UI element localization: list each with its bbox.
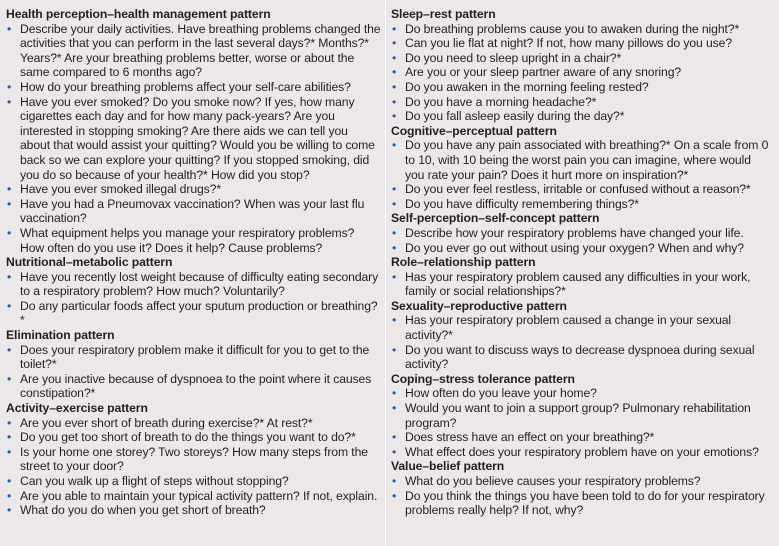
item-text: Describe how your respiratory problems have changed your life. <box>405 225 744 240</box>
list-item <box>6 474 385 489</box>
item-text: Have you ever smoked? Do you smoke now? If yes, how many cigarettes each day and for how many pack-years? Are you interested in stopping smoking? Are there aids we can tell you about that would assist your quitting? Would you be willing to come back so we can explore your quitting? If you stopped smoking, did you do so because of your health?* How did you stop? <box>20 94 375 182</box>
list-item <box>6 197 385 226</box>
section-heading: Value–belief pattern <box>391 459 505 474</box>
item-text: Do you ever feel restless, irritable or confused without a reason?* <box>405 182 751 197</box>
bullet-icon: • <box>392 36 397 51</box>
question-list <box>391 226 779 255</box>
list-item <box>391 474 779 489</box>
item-text: Do you want to discuss ways to decrease dyspnoea during sexual activity? <box>405 342 755 372</box>
list-item <box>391 65 779 80</box>
list-item <box>391 489 779 518</box>
bullet-icon: • <box>7 182 12 197</box>
section-sleep-rest-pattern <box>391 7 779 124</box>
bullet-icon: • <box>7 225 12 240</box>
item-text: Do breathing problems cause you to awaken during the night?* <box>405 21 740 36</box>
item-text: Have you ever smoked illegal drugs?* <box>20 182 221 197</box>
question-list <box>6 270 385 328</box>
item-text: Do you get too short of breath to do the things you want to do?* <box>20 430 356 445</box>
section-heading: Coping–stress tolerance pattern <box>391 371 575 386</box>
item-text: What equipment helps you manage your respiratory problems? How often do you use it? Does it help? Cause problems? <box>20 225 355 255</box>
item-text: Do you have any pain associated with breathing?* On a scale from 0 to 10, with 10 being the worst pain you can imagine, where would you rate your pain? Does it hurt more on inspiration?* <box>405 138 769 182</box>
list-item <box>391 51 779 66</box>
list-item <box>6 22 385 80</box>
list-item <box>391 80 779 95</box>
list-item <box>6 95 385 183</box>
bullet-icon: • <box>392 430 397 445</box>
section-self-perception-self-concept-pattern <box>391 211 779 255</box>
question-list <box>391 386 779 459</box>
bullet-icon: • <box>392 342 397 357</box>
bullet-icon: • <box>7 371 12 386</box>
list-item <box>391 22 779 37</box>
bullet-icon: • <box>392 269 397 284</box>
question-list <box>391 474 779 518</box>
section-sexuality-reproductive-pattern <box>391 299 779 372</box>
list-item <box>391 36 779 51</box>
right-column <box>385 0 779 546</box>
item-text: What effect does your respiratory problem have on your emotions? <box>405 444 759 459</box>
list-item <box>6 430 385 445</box>
bullet-icon: • <box>7 444 12 459</box>
item-text: Has your respiratory problem caused a change in your sexual activity?* <box>405 313 732 343</box>
bullet-icon: • <box>392 138 397 153</box>
item-text: Do you think the things you have been told to do for your respiratory problems really help? If not, why? <box>405 488 765 518</box>
bullet-icon: • <box>7 503 12 518</box>
item-text: Can you lie flat at night? If not, how many pillows do you use? <box>405 36 733 51</box>
bullet-icon: • <box>392 182 397 197</box>
section-coping-stress-tolerance-pattern <box>391 372 779 460</box>
section-role-relationship-pattern <box>391 255 779 299</box>
bullet-icon: • <box>392 94 397 109</box>
item-text: Are you able to maintain your typical activity pattern? If not, explain. <box>20 488 378 503</box>
list-item <box>391 197 779 212</box>
bullet-icon: • <box>7 196 12 211</box>
item-text: Have you had a Pneumovax vaccination? When was your last flu vaccination? <box>20 196 365 226</box>
list-item <box>6 226 385 255</box>
bullet-icon: • <box>392 474 397 488</box>
question-list <box>391 270 779 299</box>
question-list <box>391 22 779 124</box>
item-text: Do you need to sleep upright in a chair?* <box>405 50 622 65</box>
list-item <box>6 489 385 504</box>
bullet-icon: • <box>392 196 397 211</box>
section-heading: Self-perception–self-concept pattern <box>391 211 600 226</box>
list-item <box>391 270 779 299</box>
question-list <box>6 22 385 256</box>
bullet-icon: • <box>7 79 12 94</box>
item-text: What do you do when you get short of breath? <box>20 503 266 518</box>
bullet-icon: • <box>392 79 397 94</box>
item-text: Have you recently lost weight because of difficulty eating secondary to a respiratory problem? How much? Voluntarily? <box>20 269 379 299</box>
item-text: Do you have difficulty remembering things?* <box>405 196 639 211</box>
section-cognitive-perceptual-pattern <box>391 124 779 212</box>
question-list <box>6 343 385 401</box>
section-heading: Cognitive–perceptual pattern <box>391 123 557 138</box>
item-text: Describe your daily activities. Have breathing problems changed the activities that you can perform in the last several days?* Months?* Years?* Are your breathing problems better, worse or about the same compared to 6 months ago? <box>20 21 381 80</box>
item-text: Do you ever go out without using your oxygen? When and why? <box>405 240 744 255</box>
bullet-icon: • <box>7 415 12 430</box>
list-item <box>391 401 779 430</box>
item-text: Is your home one storey? Two storeys? How many steps from the street to your door? <box>20 444 368 474</box>
item-text: Do you have a morning headache?* <box>405 94 597 109</box>
bullet-icon: • <box>7 430 12 445</box>
list-item <box>6 343 385 372</box>
list-item <box>6 445 385 474</box>
bullet-icon: • <box>392 444 397 459</box>
section-heading: Activity–exercise pattern <box>6 401 148 416</box>
list-item <box>6 372 385 401</box>
list-item <box>391 386 779 401</box>
bullet-icon: • <box>392 386 397 401</box>
list-item <box>391 138 779 182</box>
bullet-icon: • <box>392 50 397 65</box>
section-heading: Sexuality–reproductive pattern <box>391 298 567 313</box>
list-item <box>391 182 779 197</box>
bullet-icon: • <box>392 401 397 416</box>
section-value-belief-pattern <box>391 459 779 517</box>
bullet-icon: • <box>7 94 12 109</box>
item-text: Do you fall asleep easily during the day?* <box>405 109 625 124</box>
left-column <box>0 0 385 546</box>
bullet-icon: • <box>392 109 397 124</box>
bullet-icon: • <box>392 313 397 328</box>
item-text: Are you inactive because of dyspnoea to the point where it causes constipation?* <box>20 371 372 401</box>
list-item <box>391 313 779 342</box>
bullet-icon: • <box>392 65 397 80</box>
list-item <box>6 80 385 95</box>
bullet-icon: • <box>7 474 12 488</box>
item-text: What do you believe causes your respiratory problems? <box>405 474 701 488</box>
section-heading: Health perception–health management pattern <box>6 7 271 21</box>
list-item <box>391 241 779 256</box>
section-elimination-pattern <box>6 328 385 401</box>
section-heading: Elimination pattern <box>6 328 115 343</box>
item-text: Has your respiratory problem caused any difficulties in your work, family or social relationships?* <box>405 269 751 299</box>
list-item <box>391 226 779 241</box>
item-text: Can you walk up a flight of steps without stopping? <box>20 474 289 488</box>
list-item <box>391 109 779 124</box>
bullet-icon: • <box>7 298 12 313</box>
item-text: Do you awaken in the morning feeling rested? <box>405 79 649 94</box>
section-nutritional-metabolic-pattern <box>6 255 385 328</box>
list-item <box>6 416 385 431</box>
question-list <box>391 138 779 211</box>
item-text: Are you ever short of breath during exercise?* At rest?* <box>20 415 313 430</box>
list-item <box>6 503 385 518</box>
item-text: How do your breathing problems affect your self-care abilities? <box>20 79 351 94</box>
item-text: Does your respiratory problem make it difficult for you to get to the toilet?* <box>20 342 370 372</box>
bullet-icon: • <box>7 342 12 357</box>
bullet-icon: • <box>7 488 12 503</box>
item-text: How often do you leave your home? <box>405 386 597 401</box>
section-health-perception-health-management-pattern <box>6 7 385 255</box>
item-text: Does stress have an effect on your breathing?* <box>405 430 655 445</box>
list-item <box>6 299 385 328</box>
list-item <box>391 343 779 372</box>
bullet-icon: • <box>7 21 12 36</box>
list-item <box>6 270 385 299</box>
bullet-icon: • <box>392 240 397 255</box>
item-text: Do any particular foods affect your sputum production or breathing?* <box>20 298 378 328</box>
list-item <box>6 182 385 197</box>
bullet-icon: • <box>392 225 397 240</box>
list-item <box>391 430 779 445</box>
bullet-icon: • <box>392 488 397 503</box>
question-list <box>6 416 385 518</box>
section-activity-exercise-pattern <box>6 401 385 518</box>
question-list <box>391 313 779 371</box>
column-divider <box>385 0 386 546</box>
section-heading: Role–relationship pattern <box>391 255 536 270</box>
section-heading: Sleep–rest pattern <box>391 7 496 21</box>
section-heading: Nutritional–metabolic pattern <box>6 255 173 270</box>
item-text: Would you want to join a support group? Pulmonary rehabilitation program? <box>405 401 751 430</box>
bullet-icon: • <box>7 269 12 284</box>
item-text: Are you or your sleep partner aware of any snoring? <box>405 65 682 80</box>
list-item <box>391 445 779 460</box>
list-item <box>391 95 779 110</box>
bullet-icon: • <box>392 21 397 36</box>
